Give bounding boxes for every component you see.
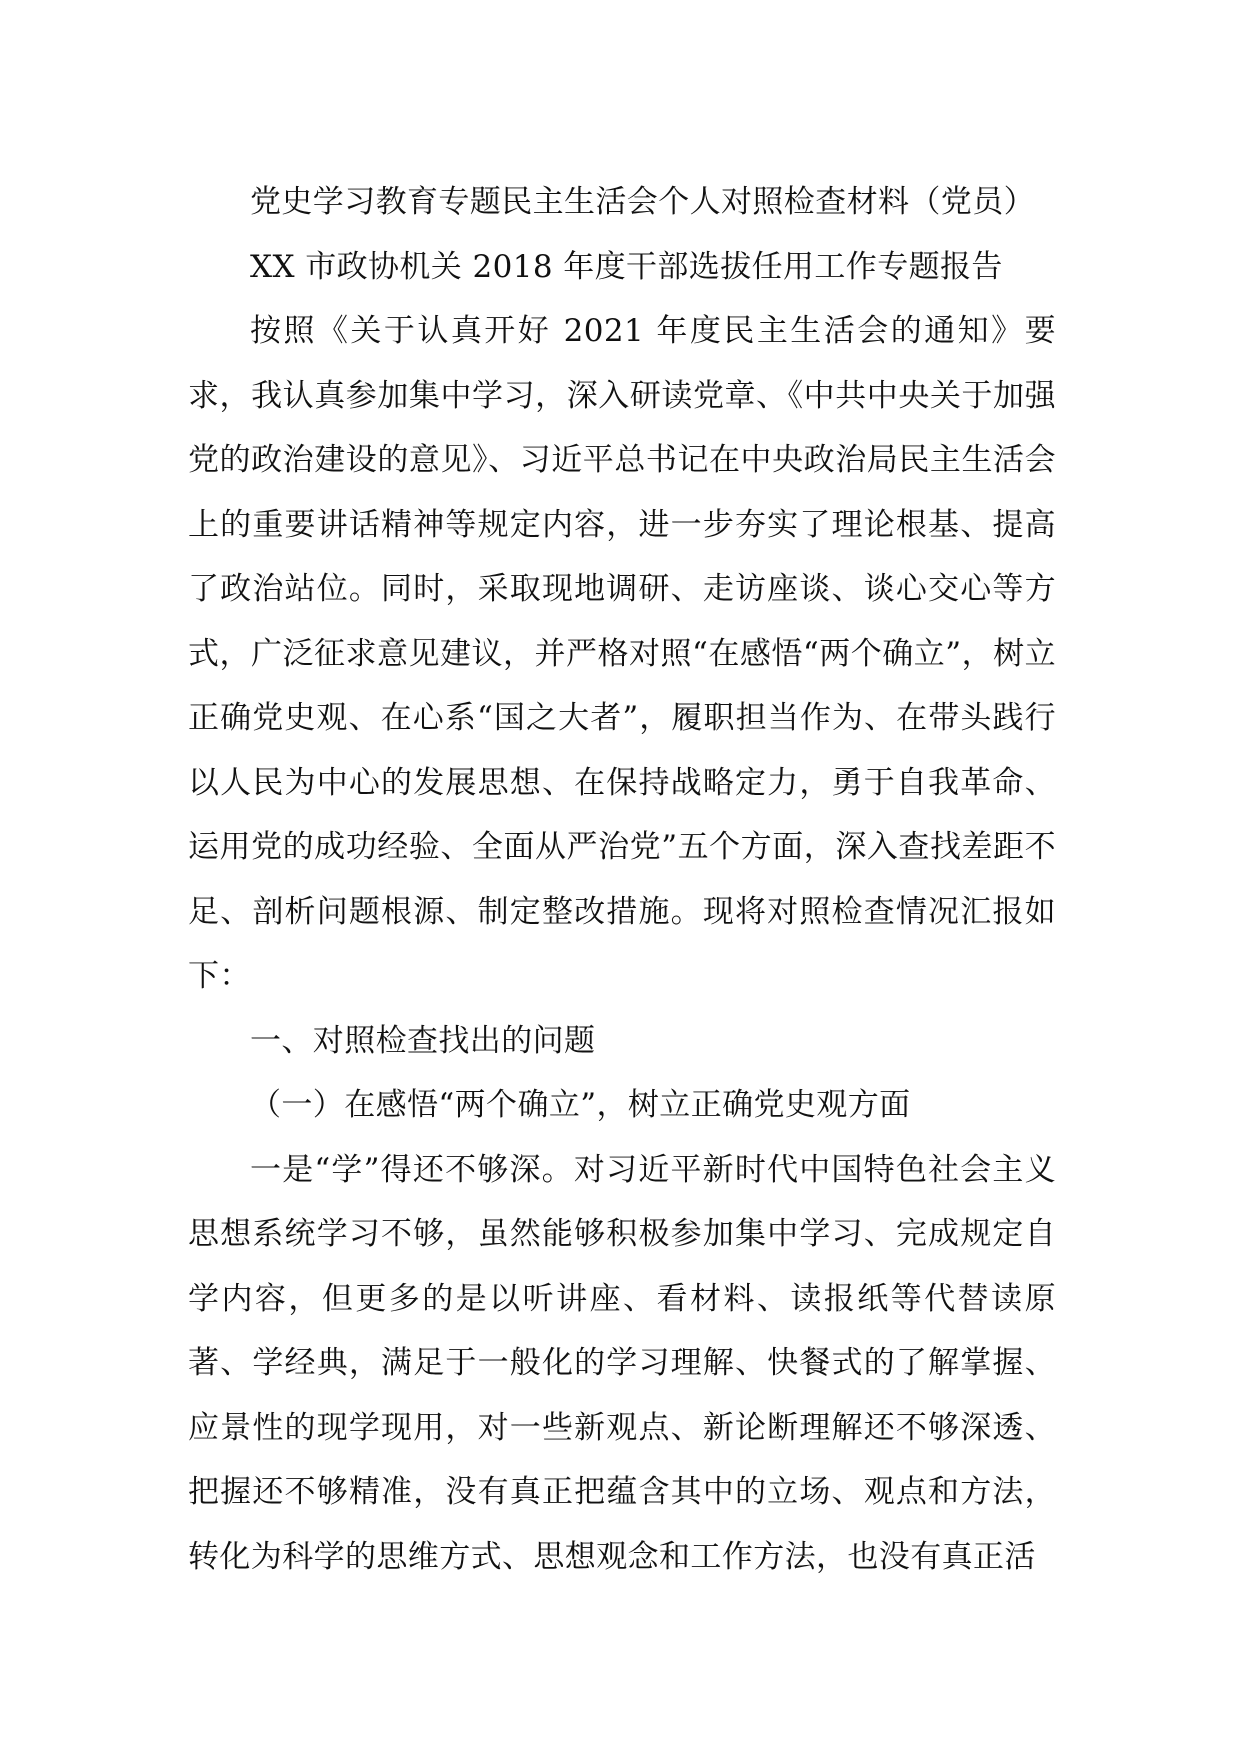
subsection-heading: （一）在感悟“两个确立”，树立正确党史观方面 — [250, 1087, 911, 1123]
document-title: 党史学习教育专题民主生活会个人对照检查材料（党员） — [250, 184, 1035, 220]
body-paragraph: 一是“学”得还不够深。对习近平新时代中国特色社会主义思想系统学习不够，虽然能够积极参加集中学习、完成规定自学内容，但更多的是以听讲座、看材料、读报纸等代替读原著、学经典，满足于一般化的学习理解、快餐式的了解掌握、应景性的现学现用，对一些新观点、新论断理解还不够深透、把握还不够精准，没有真正把蕴含其中的立场、观点和方法，转化为科学的思维方式、思想观念和工作方法，也没有真正活 — [188, 1151, 1056, 1575]
document-subtitle: XX 市政协机关 2018 年度干部选拔任用工作专题报告 — [250, 248, 1003, 285]
document-body — [188, 170, 1056, 1589]
intro-paragraph: 按照《关于认真开好 2021 年度民主生活会的通知》要求，我认真参加集中学习，深入研读党章、《中共中央关于加强党的政治建设的意见》、习近平总书记在中央政治局民主生活会上的重要讲话精神等规定内容，进一步夯实了理论根基、提高了政治站位。同时，采取现地调研、走访座谈、谈心交心等方式，广泛征求意见建议，并严格对照“在感悟“两个确立”，树立正确党史观、在心系“国之大者”，履职担当作为、在带头践行以人民为中心的发展思想、在保持战略定力，勇于自我革命、运用党的成功经验、全面从严治党”五个方面，深入查找差距不足、剖析问题根源、制定整改措施。现将对照检查情况汇报如下： — [188, 313, 1056, 994]
section-heading: 一、对照检查找出的问题 — [250, 1022, 596, 1059]
